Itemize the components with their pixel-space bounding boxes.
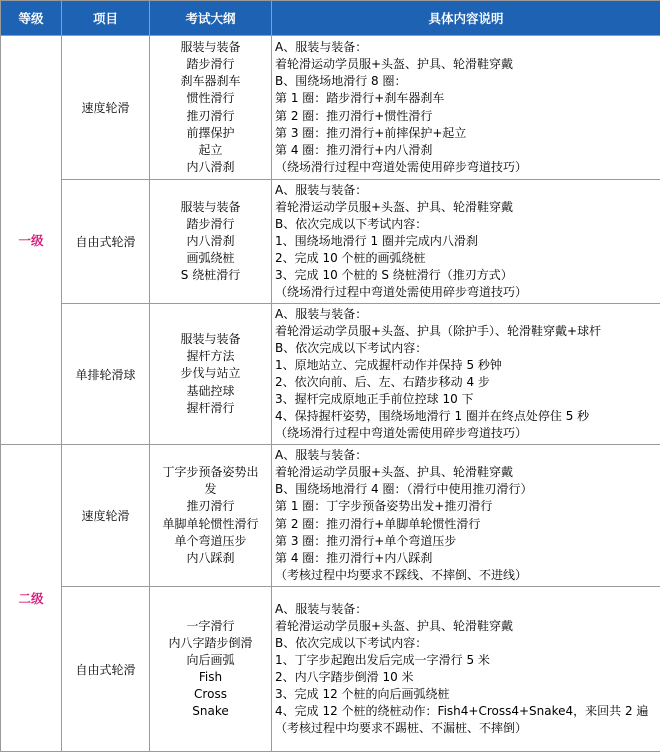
outline-line: 内八字踏步倒滑 — [150, 635, 271, 652]
item-cell: 速度轮滑 — [62, 445, 150, 587]
outline-line: S 绕桩滑行 — [150, 267, 271, 284]
outline-line: 服装与装备 — [150, 331, 271, 348]
detail-cell — [272, 180, 660, 304]
detail-line: 着轮滑运动学员服+头盔、护具、轮滑鞋穿戴 — [275, 199, 660, 216]
detail-cell — [272, 587, 660, 752]
outline-line: 基础控球 — [150, 383, 271, 400]
detail-line: 1、丁字步起跑出发后完成一字滑行 5 米 — [275, 652, 660, 669]
detail-line: A、服装与装备： — [275, 306, 660, 323]
outline-line: 发 — [150, 481, 271, 498]
detail-line: 第 4 圈：推刃滑行+内八踩刹 — [275, 550, 660, 567]
detail-line: B、依次完成以下考试内容： — [275, 635, 660, 652]
outline-line: 刹车器刹车 — [150, 73, 271, 90]
outline-line: 推刃滑行 — [150, 498, 271, 515]
level-1-cell: 一级 — [1, 36, 62, 445]
outline-line: 踏步滑行 — [150, 56, 271, 73]
table-row — [1, 180, 660, 304]
outline-cell — [150, 304, 272, 445]
detail-line: A、服装与装备： — [275, 39, 660, 56]
detail-line: A、服装与装备： — [275, 182, 660, 199]
outline-line: 步伐与站立 — [150, 365, 271, 382]
outline-line: 握杆方法 — [150, 348, 271, 365]
outline-line: 丁字步预备姿势出 — [150, 464, 271, 481]
detail-line: 着轮滑运动学员服+头盔、护具（除护手）、轮滑鞋穿戴+球杆 — [275, 323, 660, 340]
detail-line: 第 2 圈：推刃滑行+惯性滑行 — [275, 108, 660, 125]
item-cell: 自由式轮滑 — [62, 587, 150, 752]
outline-line: 起立 — [150, 142, 271, 159]
table-row — [1, 587, 660, 752]
outline-line: 踏步滑行 — [150, 216, 271, 233]
outline-line: 内八踩刹 — [150, 550, 271, 567]
detail-line: （绕场滑行过程中弯道处需使用碎步弯道技巧） — [275, 159, 660, 176]
detail-line: 2、内八字踏步倒滑 10 米 — [275, 669, 660, 686]
table-row — [1, 445, 660, 587]
outline-line: 服装与装备 — [150, 199, 271, 216]
outline-line: 惯性滑行 — [150, 90, 271, 107]
detail-line: 3、完成 10 个桩的 S 绕桩滑行（推刃方式） — [275, 267, 660, 284]
detail-line: 2、依次向前、后、左、右踏步移动 4 步 — [275, 374, 660, 391]
detail-line: B、围绕场地滑行 4 圈：（滑行中使用推刃滑行） — [275, 481, 660, 498]
outline-cell — [150, 180, 272, 304]
outline-line: 单个弯道压步 — [150, 533, 271, 550]
detail-line: A、服装与装备： — [275, 447, 660, 464]
detail-line: 着轮滑运动学员服+头盔、护具、轮滑鞋穿戴 — [275, 618, 660, 635]
level-2-cell: 二级 — [1, 445, 62, 752]
detail-line: 着轮滑运动学员服+头盔、护具、轮滑鞋穿戴 — [275, 464, 660, 481]
detail-line: 3、完成 12 个桩的向后画弧绕桩 — [275, 686, 660, 703]
detail-line: （考核过程中均要求不踢桩、不漏桩、不摔倒） — [275, 720, 660, 737]
header-outline: 考试大纲 — [150, 1, 272, 36]
detail-line: B、依次完成以下考试内容： — [275, 340, 660, 357]
detail-line: 第 1 圈：踏步滑行+刹车器刹车 — [275, 90, 660, 107]
outline-line: 前擇保护 — [150, 125, 271, 142]
outline-line: 推刃滑行 — [150, 108, 271, 125]
item-cell: 速度轮滑 — [62, 36, 150, 180]
outline-line: 一字滑行 — [150, 618, 271, 635]
detail-cell — [272, 36, 660, 180]
outline-line: 画弧绕桩 — [150, 250, 271, 267]
outline-line: Cross — [150, 686, 271, 703]
header-item: 项目 — [62, 1, 150, 36]
header-row — [1, 1, 660, 36]
outline-line: 内八滑刹 — [150, 233, 271, 250]
detail-cell — [272, 304, 660, 445]
outline-line: 握杆滑行 — [150, 400, 271, 417]
outline-line: 单脚单轮惯性滑行 — [150, 516, 271, 533]
header-detail: 具体内容说明 — [272, 1, 660, 36]
detail-line: B、围绕场地滑行 8 圈： — [275, 73, 660, 90]
outline-cell — [150, 445, 272, 587]
outline-line: 内八滑刹 — [150, 159, 271, 176]
detail-line: B、依次完成以下考试内容： — [275, 216, 660, 233]
detail-line: A、服装与装备： — [275, 601, 660, 618]
outline-cell — [150, 587, 272, 752]
outline-line: Snake — [150, 703, 271, 720]
detail-cell — [272, 445, 660, 587]
outline-cell — [150, 36, 272, 180]
detail-line: 第 3 圈：推刃滑行+前摔保护+起立 — [275, 125, 660, 142]
detail-line: 第 2 圈：推刃滑行+单脚单轮惯性滑行 — [275, 516, 660, 533]
detail-line: 2、完成 10 个桩的画弧绕桩 — [275, 250, 660, 267]
header-level: 等级 — [1, 1, 62, 36]
detail-line: （绕场滑行过程中弯道处需使用碎步弯道技巧） — [275, 284, 660, 301]
table-row — [1, 36, 660, 180]
detail-line: 1、围绕场地滑行 1 圈并完成内八滑刹 — [275, 233, 660, 250]
item-cell: 单排轮滑球 — [62, 304, 150, 445]
item-cell: 自由式轮滑 — [62, 180, 150, 304]
detail-line: 第 4 圈：推刃滑行+内八滑刹 — [275, 142, 660, 159]
detail-line: （考核过程中均要求不踩线、不摔倒、不进线） — [275, 567, 660, 584]
detail-line: 第 1 圈：丁字步预备姿势出发+推刃滑行 — [275, 498, 660, 515]
outline-line: Fish — [150, 669, 271, 686]
detail-line: （绕场滑行过程中弯道处需使用碎步弯道技巧） — [275, 425, 660, 442]
detail-line: 着轮滑运动学员服+头盔、护具、轮滑鞋穿戴 — [275, 56, 660, 73]
detail-line: 4、完成 12 个桩的绕桩动作：Fish4+Cross4+Snake4，来回共 2 遍 — [275, 703, 660, 720]
outline-line: 服装与装备 — [150, 39, 271, 56]
detail-line: 4、保持握杆姿势，围绕场地滑行 1 圈并在终点处停住 5 秒 — [275, 408, 660, 425]
detail-line: 1、原地站立、完成握杆动作并保持 5 秒钟 — [275, 357, 660, 374]
detail-line: 3、握杆完成原地正手前位控球 10 下 — [275, 391, 660, 408]
table-row — [1, 304, 660, 445]
outline-line: 向后画弧 — [150, 652, 271, 669]
detail-line: 第 3 圈：推刃滑行+单个弯道压步 — [275, 533, 660, 550]
